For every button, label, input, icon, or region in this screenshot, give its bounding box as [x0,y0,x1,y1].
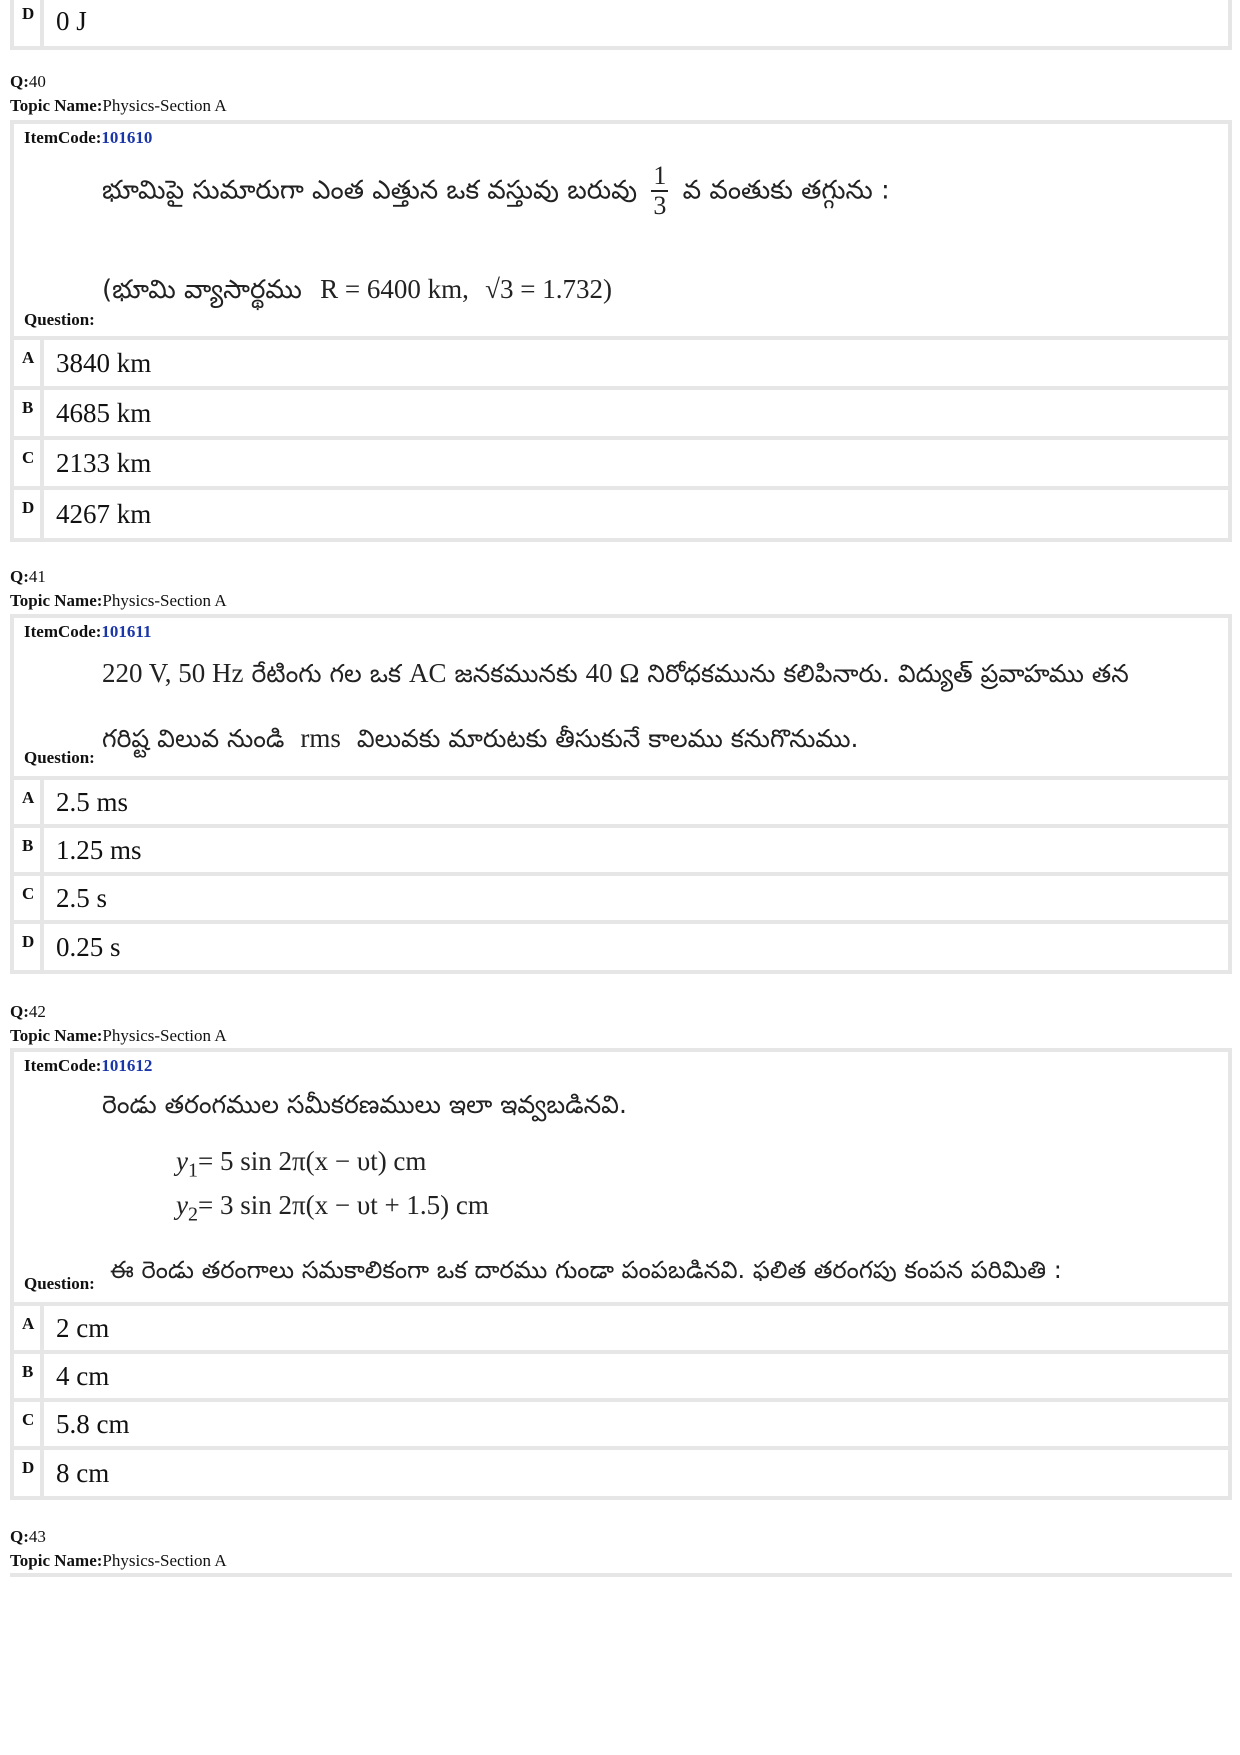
options-table [10,776,1232,974]
question-text-line1: భూమిపై సుమారుగా ఎంత ఎత్తున ఒక వస్తువు బరువు $\frac{1}{3}$ వ వంతుకు తగ్గును : [102,161,890,220]
item-code: ItemCode:101610 [24,128,153,147]
option-letter: C [14,876,44,920]
option-letter: B [14,1354,44,1398]
question-label: Question: [24,748,95,767]
question-text-line1: 220 V, 50 Hz రేటింగు గల ఒక AC జనకమునకు 40 Ω నిరోధకమును కలిపినారు. విద్యుత్ ప్రవాహము తన [102,658,1129,688]
options-table [10,336,1232,542]
fraction: $\frac{1}{3}$ [653,161,667,220]
option-row-d[interactable] [14,924,1228,970]
option-row-a[interactable] [14,1306,1228,1354]
item-code-value: 101610 [101,128,153,147]
question-number: 43 [28,1527,46,1546]
option-row-d[interactable] [14,490,1228,538]
question-number: 42 [28,1002,46,1021]
question-header: Q:41 Topic Name:Physics-Section A [10,567,227,610]
option-text: 2.5 ms [56,786,129,817]
option-row-d[interactable] [14,1450,1228,1496]
question-header: Q:42 Topic Name:Physics-Section A [10,1002,227,1045]
item-code-value: 101611 [101,622,152,641]
option-letter: A [14,780,44,824]
option-row-a[interactable] [14,340,1228,390]
option-text: 4 cm [56,1360,110,1391]
option-text: 2 cm [56,1312,110,1343]
question-text-line2: గరిష్ట విలువ నుండి rms విలువకు మారుటకు తీసుకునే కాలము కనుగొనుము. [102,723,859,753]
option-letter: A [14,1306,44,1350]
q39-options-tail [10,0,1232,50]
options-table [10,1302,1232,1500]
option-row-c[interactable] [14,440,1228,490]
option-text: 5.8 cm [56,1408,130,1439]
option-letter: B [14,390,44,436]
question-text-line1: రెండు తరంగముల సమీకరణములు ఇలా ఇవ్వబడినవి. [102,1090,627,1119]
option-text: 3840 km [56,347,152,378]
option-row-b[interactable] [14,1354,1228,1402]
option-text: 8 cm [56,1457,110,1488]
item-code: ItemCode:101611 [24,622,152,641]
question-text-line2: ఈ రెండు తరంగాలు సమకాలికంగా ఒక దారము గుండా పంపబడినవి. ఫలిత తరంగపు కంపన పరిమితి : [110,1256,1062,1284]
option-letter: D [14,1450,44,1496]
topic-prefix: Topic Name: [10,96,103,115]
option-letter: D [14,924,44,970]
question-number: 41 [28,567,46,586]
option-text: 2.5 s [56,882,108,913]
option-letter: B [14,828,44,872]
question-header: Q:43 Topic Name:Physics-Section A [10,1527,227,1570]
question-header [10,70,227,118]
topic-name: Physics-Section A [102,591,227,610]
option-row-b[interactable] [14,828,1228,876]
option-letter: C [14,1402,44,1446]
topic-name: Physics-Section A [102,1026,227,1045]
option-row-b[interactable] [14,390,1228,440]
question-box [10,614,1232,780]
option-text: 1.25 ms [56,834,142,865]
item-code: ItemCode:101612 [24,1056,153,1075]
option-text: 4267 km [56,498,152,529]
option-text: 2133 km [56,447,152,478]
question-text-line2: (భూమి వ్యాసార్థము R = 6400 km, √3 = 1.732) [102,274,612,305]
option-letter: C [14,440,44,486]
question-number: 40 [28,72,46,91]
question-box [10,120,1232,340]
equation-2: $y_2= 3$ sin 2π(x − υt + 1.5) cm [176,1190,489,1226]
question-box [10,1048,1232,1306]
option-letter: D [14,0,44,46]
question-label: Question: [24,310,95,329]
option-letter: A [14,340,44,386]
q-prefix: Q: [10,72,29,91]
option-text: 0.25 s [56,931,121,962]
topic-name: Physics-Section A [102,96,227,115]
option-row-c[interactable] [14,876,1228,924]
topic-name: Physics-Section A [102,1551,227,1570]
option-text: 4685 km [56,397,152,428]
option-row-a[interactable] [14,780,1228,828]
option-letter: D [14,490,44,538]
option-row-c[interactable] [14,1402,1228,1450]
option-text: 0 J [56,5,87,36]
question-label: Question: [24,1274,95,1293]
divider [10,1573,1232,1577]
option-row [14,0,1228,46]
item-code-value: 101612 [101,1056,153,1075]
equation-1: $y_1= 5$ sin 2π(x − υt) cm [176,1146,427,1182]
